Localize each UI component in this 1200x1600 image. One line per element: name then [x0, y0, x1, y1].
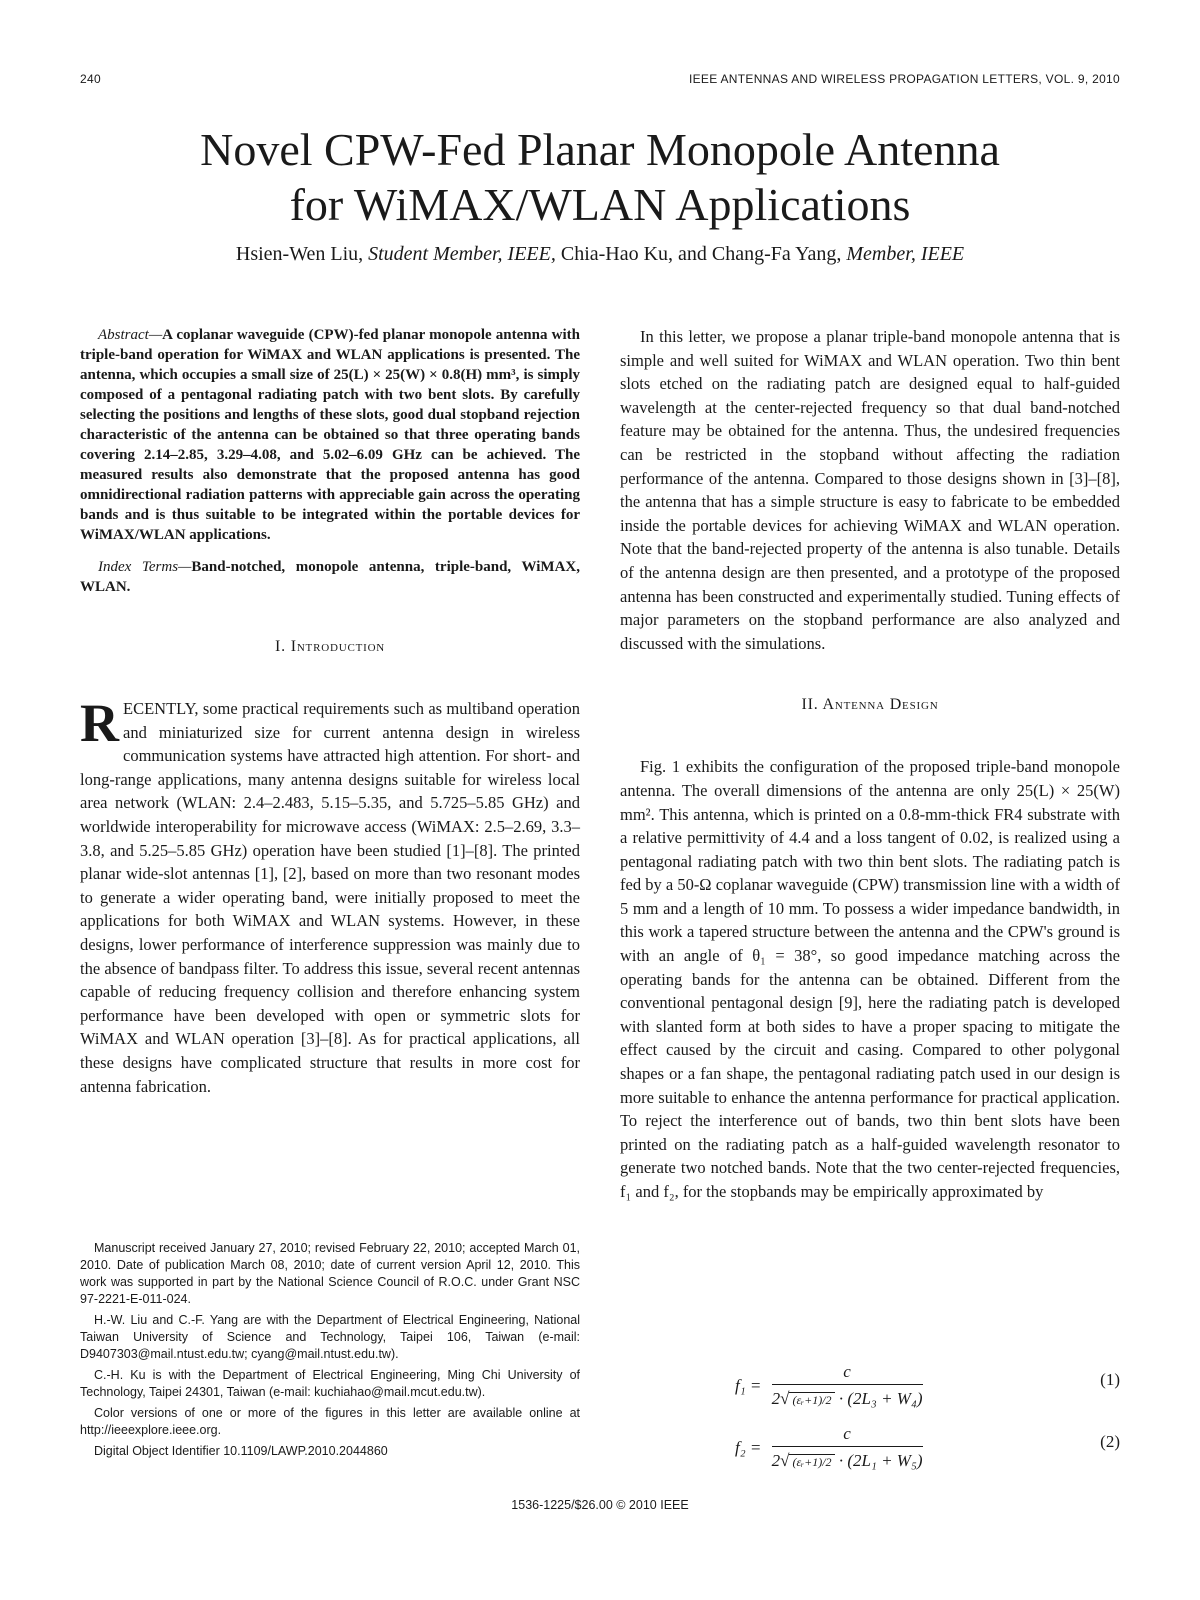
- equation-1-den-prefix: 2: [771, 1389, 781, 1408]
- author-2-3-names: Chia-Hao Ku, and Chang-Fa Yang,: [560, 243, 842, 265]
- equation-1: [620, 1352, 1120, 1414]
- equation-2-den-rest: · (2L₁ + W₅): [838, 1451, 923, 1470]
- page-header: [80, 72, 1120, 92]
- page-number: 240: [80, 72, 101, 86]
- left-column: [80, 325, 580, 1098]
- drop-cap: R: [80, 693, 119, 753]
- equation-2: [620, 1414, 1120, 1476]
- journal-info: IEEE ANTENNAS AND WIRELESS PROPAGATION LETTERS, VOL. 9, 2010: [688, 72, 1120, 86]
- footnote-affiliation-2: C.-H. Ku is with the Department of Electrical Engineering, Ming Chi University of Technology, Taipei 24301, Taiwan (e-mail: kuchiahao@mail.mcut.edu.tw).: [80, 1368, 580, 1399]
- right-column: [620, 325, 1120, 1204]
- equation-1-body: [735, 1362, 923, 1409]
- equation-2-sqrt: (εᵣ+1)/2: [789, 1454, 834, 1470]
- intro-paragraph-1-text: some practical requirements such as multiband operation and miniaturized size for current antenna design in wireless communication systems have attracted high attention. For short- and long-range applications, many antenna designs suitable for wireless local area network (WLAN: 2.4–2.483, 5.15–5.35, and 5.725–5.85 GHz) and worldwide interoperability for microwave access (WiMAX: 2.5–2.69, 3.3–3.8, and 5.25–5.85 GHz) operation have been studied [1]–[8]. The printed planar wide-slot antennas [1], [2], based on more than two resonant modes to generate a wider operating band, were initially proposed to meet the applications for both WiMAX and WLAN systems. However, in these designs, lower performance of interference suppression was mainly due to the absence of bandpass filter. To address this issue, several recent antennas capable of reducing frequency collision and therefore enhancing system performance have been developed with open or symmetric slots for WiMAX and WLAN operation [3]–[8]. As for practical applications, all these designs have complicated structure that results in more cost for antenna fabrication.: [80, 699, 581, 1096]
- equation-2-number: (2): [1100, 1432, 1120, 1451]
- equation-2-denominator: 2√ (εᵣ+1)/2 · (2L₁ + W₅): [771, 1451, 923, 1470]
- copyright-line: 1536-1225/$26.00 © 2010 IEEE: [511, 1498, 689, 1512]
- footnote-doi: Digital Object Identifier 10.1109/LAWP.2010.2044860: [94, 1444, 388, 1458]
- index-terms-text: Band-notched, monopole antenna, triple-band, WiMAX, WLAN.: [80, 559, 580, 595]
- section-1-number: I.: [274, 638, 286, 655]
- equation-2-fraction: [772, 1424, 923, 1471]
- section-2-title: Antenna Design: [822, 696, 939, 714]
- equation-1-numerator: c: [772, 1362, 923, 1385]
- paper-title: [80, 122, 1120, 232]
- abstract: [80, 325, 580, 545]
- design-paragraph-1: Fig. 1 exhibits the configuration of the proposed triple-band monopole antenna. The overall dimensions of the antenna are only 25(L) × 25(W) mm². This antenna, which is printed on a 0.8-mm-thick FR4 substrate with a relative permittivity of 4.4 and a loss tangent of 0.02, is realized using a pentagonal radiating patch with two thin bent slots. The radiating patch is fed by a 50-Ω coplanar waveguide (CPW) transmission line with a width of 5 mm and a length of 10 mm. To possess a wider impedance bandwidth, in this work a tapered structure between the antenna and the CPW's ground is with an angle of θ₁ = 38°, so good impedance matching across the operating bands for the antenna can be obtained. Different from the conventional pentagonal design [9], here the radiating patch is developed with slanted form at both sides to have a proper spacing to mitigate the effect caused by the circuit and casing. Compared to other polygonal shapes or a fan shape, the pentagonal radiating patch used in our design is more suitable to enhance the antenna performance for practical application. To reject the interference out of bands, two thin bent slots have been printed on the radiating patch as a half-guided wavelength resonator to generate two notched bands. Note that the two center-rejected frequencies, f₁ and f₂, for the stopbands may be empirically approximated by: [620, 757, 1120, 1201]
- abstract-text: A coplanar waveguide (CPW)-fed planar monopole antenna with triple-band operation for WiMAX and WLAN applications is presented. The antenna, which occupies a small size of 25(L) × 25(W) × 0.8(H) mm³, is simply composed of a pentagonal radiating patch with two bent slots. By carefully selecting the positions and lengths of these slots, good dual stopband rejection characteristic of the antenna can be obtained so that three operating bands covering 2.14–2.85, 3.29–4.08, and 5.02–6.09 GHz can be achieved. The measured results also demonstrate that the proposed antenna has good omnidirectional radiation patterns with appreciable gain across the operating bands and is thus suitable to be integrated within the portable devices for WiMAX/WLAN applications.: [80, 327, 580, 543]
- equation-1-sqrt: (εᵣ+1)/2: [789, 1392, 834, 1408]
- author-1-name: Hsien-Wen Liu,: [235, 243, 364, 265]
- equation-2-den-prefix: 2: [771, 1451, 781, 1470]
- abstract-label: Abstract—: [98, 327, 163, 343]
- equation-1-number: (1): [1100, 1370, 1120, 1389]
- title-line-1: Novel CPW-Fed Planar Monopole Antenna: [200, 124, 1000, 175]
- equation-2-numerator: c: [772, 1424, 923, 1447]
- equation-1-lhs: f₁ =: [735, 1375, 762, 1395]
- intro-paragraph-2: In this letter, we propose a planar triple-band monopole antenna that is simple and well suited for WiMAX and WLAN operation. Two thin bent slots etched on the radiating patch are designed equal to half-guided wavelength at the center-rejected frequency so that dual band-notched feature may be obtained for the antenna. Thus, the undesired frequencies can be restricted in the stopband without affecting the radiation performance of the antenna. Compared to those designs shown in [3]–[8], the antenna that has a simple structure is easy to fabricate to be embedded inside the portable devices for achieving WiMAX and WLAN operation. Note that the band-rejected property of the antenna is also tunable. Details of the antenna design are then presented, and a prototype of the proposed antenna has been constructed and experimentally studied. Tuning effects of major parameters on the stopband performance are also analyzed and discussed with the simulations.: [620, 327, 1120, 653]
- equation-2-body: [735, 1424, 923, 1471]
- index-terms: [80, 557, 580, 597]
- footnote-affiliation-1: H.-W. Liu and C.-F. Yang are with the Department of Electrical Engineering, National Taiwan University of Science and Technology, Taipei 106, Taiwan (e-mail: D9407303@mail.ntust.edu.tw; cyang@mail.ntust.edu.tw).: [80, 1313, 580, 1361]
- equation-2-lhs: f₂ =: [735, 1437, 762, 1457]
- equations: [620, 1352, 1120, 1476]
- section-1-title: Introduction: [290, 638, 386, 655]
- section-2-number: II.: [801, 696, 819, 714]
- equation-1-den-rest: · (2L₃ + W₄): [838, 1389, 923, 1408]
- intro-paragraph-1: [80, 693, 581, 1098]
- author-1-affiliation: Student Member, IEEE,: [368, 243, 556, 265]
- index-terms-label: Index Terms—: [98, 559, 192, 575]
- section-heading-introduction: [80, 637, 580, 657]
- author-3-affiliation: Member, IEEE: [846, 243, 965, 265]
- section-heading-antenna-design: [620, 695, 1120, 715]
- footnote-manuscript: Manuscript received January 27, 2010; revised February 22, 2010; accepted March 01, 2010. Date of publication March 08, 2010; date of current version April 12, 2010. This work was supported in part by the National Science Council of R.O.C. under Grant NSC 97-2221-E-011-024.: [80, 1241, 580, 1306]
- title-line-2: for WiMAX/WLAN Applications: [289, 179, 911, 230]
- equation-1-fraction: [772, 1362, 923, 1409]
- footnotes: [80, 1240, 580, 1464]
- authors: [80, 242, 1120, 266]
- footnote-color-versions: Color versions of one or more of the figures in this letter are available online at http://ieeexplore.ieee.org.: [80, 1406, 580, 1437]
- equation-1-denominator: 2√ (εᵣ+1)/2 · (2L₃ + W₄): [771, 1389, 923, 1408]
- intro-lead-word: ECENTLY,: [123, 699, 199, 718]
